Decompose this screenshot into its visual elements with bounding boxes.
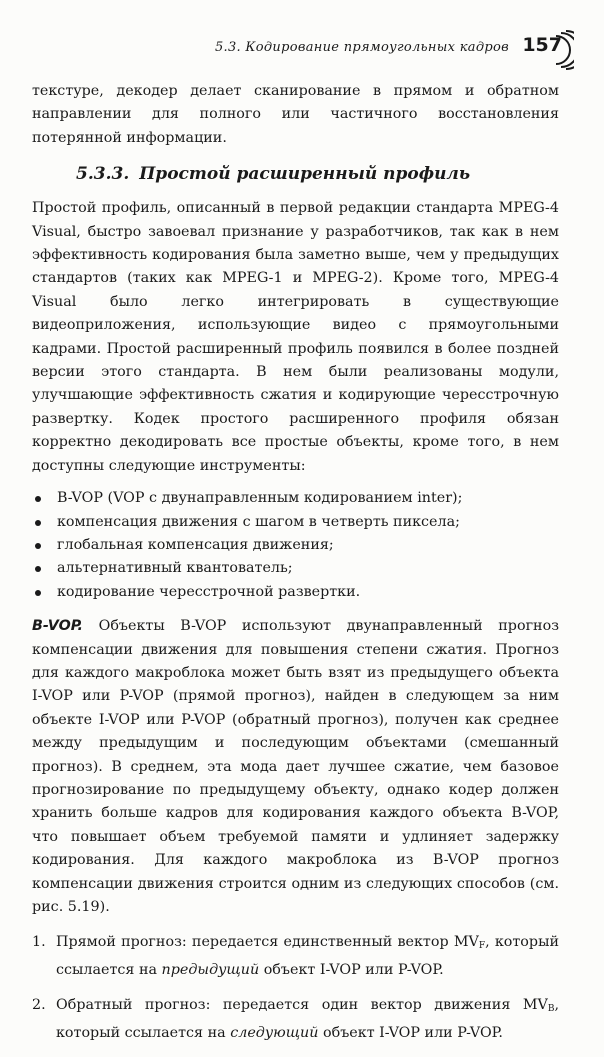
bullet-icon xyxy=(35,566,41,572)
list-item: B-VOP (VOP с двунаправленным кодированием inter); xyxy=(32,487,559,510)
paragraph-continuation: текстуре, декодер делает сканирование в прямом и обратном направлении для полного или частичного восстановления потерянной информации. xyxy=(32,83,559,146)
bullet-icon xyxy=(35,543,41,549)
list-item: кодирование чересстрочной развертки. xyxy=(32,581,559,604)
section-heading xyxy=(76,163,559,185)
paragraph-intro: Простой профиль, описанный в первой редакции стандарта MPEG-4 Visual, быстро завоевал признание у разработчиков, так как в нем эффективность кодирования была заметно выше, чем у предыдущих стандартов (таких как MPEG-1 и MPEG-2). Кроме того, MPEG-4 Visual было легко интегрировать в существующие видеоприложения, использующие видео с прямоугольными кадрами. Простой расширенный профиль появился в более поздней версии этого стандарта. В нем были реализованы модули, улучшающие эффективность сжатия и кодирующие чересстрочную развертку. Кодек простого расширенного профиля обязан корректно декодировать все простые объекты, кроме того, в нем доступны следующие инструменты: xyxy=(32,200,559,474)
page-number-arcs-icon xyxy=(554,30,574,70)
paragraph-bvop xyxy=(32,615,559,919)
tools-list xyxy=(32,487,559,604)
section-title: Простой расширенный профиль xyxy=(139,164,471,185)
page-body xyxy=(32,80,559,1057)
section-number: 5.3.3. xyxy=(76,164,130,185)
list-item: компенсация движения с шагом в четверть пиксела; xyxy=(32,511,559,534)
bvop-text: Объекты B-VOP используют двунаправленный прогноз компенсации движения для повышения степени сжатия. Прогноз для каждого макроблока может быть взят из предыдущего объекта I-VOP или P-VOP (прямой прогноз), найден в следующем за ним объекте I-VOP или P-VOP (обратный прогноз), получен как среднее между предыдущим и последующим объектами (смешанный прогноз). В среднем, эта мода дает лучшее сжатие, чем базовое прогнозирование по предыдущему объекту, однако кодер должен хранить больше кадров для кодирования каждого объекта B-VOP, что повышает объем требуемой памяти и удлиняет задержку кодирования. Для каждого макроблока из B-VOP прогноз компенсации движения строится одним из следующих способов (см. рис. 5.19). xyxy=(32,618,559,915)
page-header xyxy=(0,30,604,70)
page-number: 157 xyxy=(522,34,562,56)
bullet-icon xyxy=(35,590,41,596)
list-item: глобальная компенсация движения; xyxy=(32,534,559,557)
prediction-list xyxy=(32,931,559,1045)
numbered-item: 2. Обратный прогноз: передается один вектор движения $MV_B$, который ссылается на следующий объект I-VOP или P-VOP. xyxy=(32,997,559,1041)
run-in-heading: B-VOP. xyxy=(32,618,83,635)
bullet-icon xyxy=(35,496,41,502)
list-item: альтернативный квантователь; xyxy=(32,557,559,580)
running-head: 5.3. Кодирование прямоугольных кадров xyxy=(214,40,509,55)
numbered-item: 1. Прямой прогноз: передается единственный вектор $MV_F$, который ссылается на предыдущий объект I-VOP или P-VOP. xyxy=(32,934,559,978)
bullet-icon xyxy=(35,520,41,526)
